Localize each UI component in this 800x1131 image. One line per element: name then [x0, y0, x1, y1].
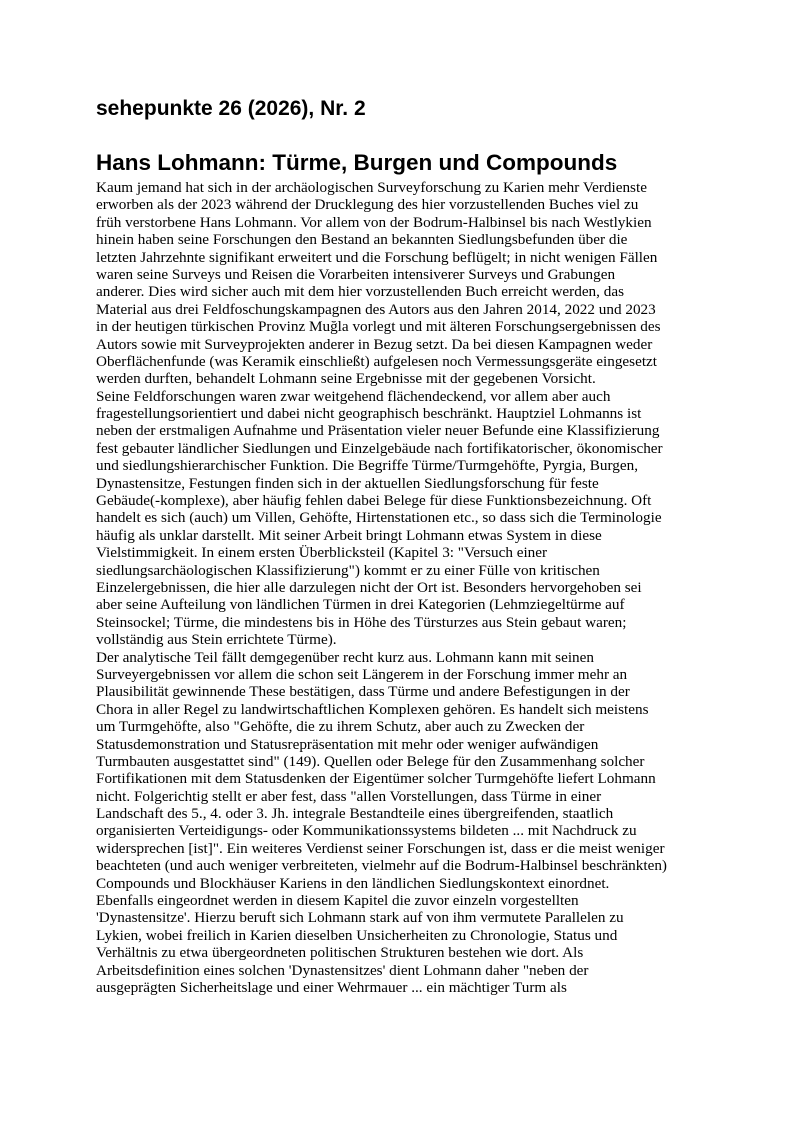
- text-line: Turmbauten ausgestattet sind" (149). Quellen oder Belege für den Zusammenhang solcher: [96, 752, 645, 770]
- text-line: ausgeprägten Sicherheitslage und einer Wehrmauer ... ein mächtiger Turm als: [96, 978, 567, 996]
- text-line: fragestellungsorientiert und dabei nicht geographisch beschränkt. Hauptziel Lohmanns ist: [96, 405, 642, 423]
- text-line: Autors sowie mit Surveyprojekten anderer in Bezug setzt. Da bei diesen Kampagnen weder: [96, 335, 653, 353]
- text-line: Verhältnis zu etwa übergeordneten politischen Strukturen bestehen wie dort. Als: [96, 944, 584, 962]
- text-line: waren seine Surveys und Reisen die Vorarbeiten intensiverer Surveys und Grabungen: [96, 265, 616, 283]
- text-line: Einzelergebnissen, die hier alle darzulegen nicht der Ort ist. Besonders hervorgehoben sei: [96, 578, 642, 596]
- text-line: vollständig aus Stein errichtete Türme).: [96, 631, 337, 649]
- text-line: in der heutigen türkischen Provinz Muğla vorlegt und mit älteren Forschungsergebnissen des: [96, 318, 661, 336]
- text-line: beachteten (und auch weniger verbreiteten, vielmehr auf die Bodrum-Halbinsel beschränkten): [96, 857, 667, 875]
- text-line: aber seine Aufteilung von ländlichen Türmen in drei Kategorien (Lehmziegeltürme auf: [96, 596, 625, 614]
- text-line: Fortifikationen mit dem Statusdenken der Eigentümer solcher Turmgehöfte liefert Lohmann: [96, 770, 656, 788]
- text-line: Der analytische Teil fällt demgegenüber recht kurz aus. Lohmann kann mit seinen: [96, 648, 594, 666]
- text-line: Gebäude(-komplexe), aber häufig fehlen dabei Belege für diese Funktionsbezeichnung. Oft: [96, 492, 652, 510]
- text-line: handelt es sich (auch) um Villen, Gehöfte, Hirtenstationen etc., so dass sich die Terminologie: [96, 509, 662, 527]
- text-line: organisierten Verteidigungs- oder Kommunikationssystems bildeten ... mit Nachdruck zu: [96, 822, 637, 840]
- text-line: Chora in aller Regel zu landwirtschaftlichen Komplexen gehören. Es handelt sich meistens: [96, 700, 649, 718]
- text-line: werden durften, behandelt Lohmann seine Ergebnisse mit der gegebenen Vorsicht.: [96, 370, 596, 388]
- text-line: Compounds und Blockhäuser Kariens in den ländlichen Siedlungskontext einordnet.: [96, 874, 610, 892]
- text-line: früh verstorbene Hans Lohmann. Vor allem von der Bodrum-Halbinsel bis nach Westlykien: [96, 213, 652, 231]
- text-line: 'Dynastensitze'. Hierzu beruft sich Lohmann stark auf von ihm vermutete Parallelen zu: [96, 909, 624, 927]
- text-line: und siedlungshierarchischer Funktion. Die Begriffe Türme/Turmgehöfte, Pyrgia, Burgen,: [96, 457, 639, 475]
- text-line: Steinsockel; Türme, die mindestens bis in Höhe des Türsturzes aus Stein gebaut waren;: [96, 613, 627, 631]
- text-line: Dynastensitze, Festungen finden sich in der aktuellen Siedlungsforschung für feste: [96, 474, 599, 492]
- text-line: Statusdemonstration und Statusrepräsentation mit mehr oder weniger aufwändigen: [96, 735, 599, 753]
- review-title: Hans Lohmann: Türme, Burgen und Compounds: [96, 150, 618, 175]
- text-line: Surveyergebnissen vor allem die schon seit Längerem in der Forschung immer mehr an: [96, 665, 628, 683]
- text-line: Plausibilität gewinnende These bestätigen, dass Türme und andere Befestigungen in der: [96, 683, 630, 701]
- text-line: häufig als unklar darstellt. Mit seiner Arbeit bringt Lohmann etwas System in diese: [96, 526, 602, 544]
- text-line: Oberflächenfunde (was Keramik einschließt) aufgelesen noch Vermessungsgeräte eingesetzt: [96, 352, 658, 370]
- text-line: Seine Feldforschungen waren zwar weitgehend flächendeckend, vor allem aber auch: [96, 387, 611, 405]
- text-line: anderer. Dies wird sicher auch mit dem hier vorzustellenden Buch erreicht werden, das: [96, 283, 624, 301]
- text-line: erworben als der 2023 während der Drucklegung des hier vorzustellenden Buches viel zu: [96, 196, 639, 214]
- text-line: um Turmgehöfte, also "Gehöfte, die zu ihrem Schutz, aber auch zu Zwecken der: [96, 718, 585, 736]
- text-line: fest gebauter ländlicher Siedlungen und Einzelgebäude nach fortifikatorischer, ökonomischer: [96, 439, 663, 457]
- text-line: nicht. Folgerichtig stellt er aber fest, dass "allen Vorstellungen, dass Türme in einer: [96, 787, 602, 805]
- text-line: Ebenfalls eingeordnet werden in diesem Kapitel die zuvor einzeln vorgestellten: [96, 892, 579, 910]
- text-line: Vielstimmigkeit. In einem ersten Überblicksteil (Kapitel 3: "Versuch einer: [96, 544, 548, 562]
- text-line: siedlungsarchäologischen Klassifizierung") kommt er zu einer Fülle von kritischen: [96, 561, 600, 579]
- text-line: widersprechen [ist]". Ein weiteres Verdienst seiner Forschungen ist, dass er die meist weniger: [96, 839, 665, 857]
- text-line: hinein haben seine Forschungen den Bestand an bekannten Siedlungsbefunden über die: [96, 231, 628, 249]
- text-line: Landschaft des 5., 4. oder 3. Jh. integrale Bestandteile eines übergreifenden, staatlich: [96, 805, 614, 823]
- journal-issue-line: sehepunkte 26 (2026), Nr. 2: [96, 97, 366, 120]
- text-line: Material aus drei Feldfoschungskampagnen des Autors aus den Jahren 2014, 2022 und 2023: [96, 300, 656, 318]
- text-line: Arbeitsdefinition eines solchen 'Dynastensitzes' dient Lohmann daher "neben der: [96, 961, 589, 979]
- text-line: Lykien, wobei freilich in Karien dieselben Unsicherheiten zu Chronologie, Status und: [96, 926, 618, 944]
- text-line: neben der erstmaligen Aufnahme und Präsentation vieler neuer Befunde eine Klassifizierung: [96, 422, 660, 440]
- text-line: letzten Jahrzehnte signifikant erweitert und die Forschung beflügelt; in nicht wenigen Fällen: [96, 248, 658, 266]
- review-body-text: [96, 179, 708, 996]
- text-line: Kaum jemand hat sich in der archäologischen Surveyforschung zu Karien mehr Verdienste: [96, 179, 647, 196]
